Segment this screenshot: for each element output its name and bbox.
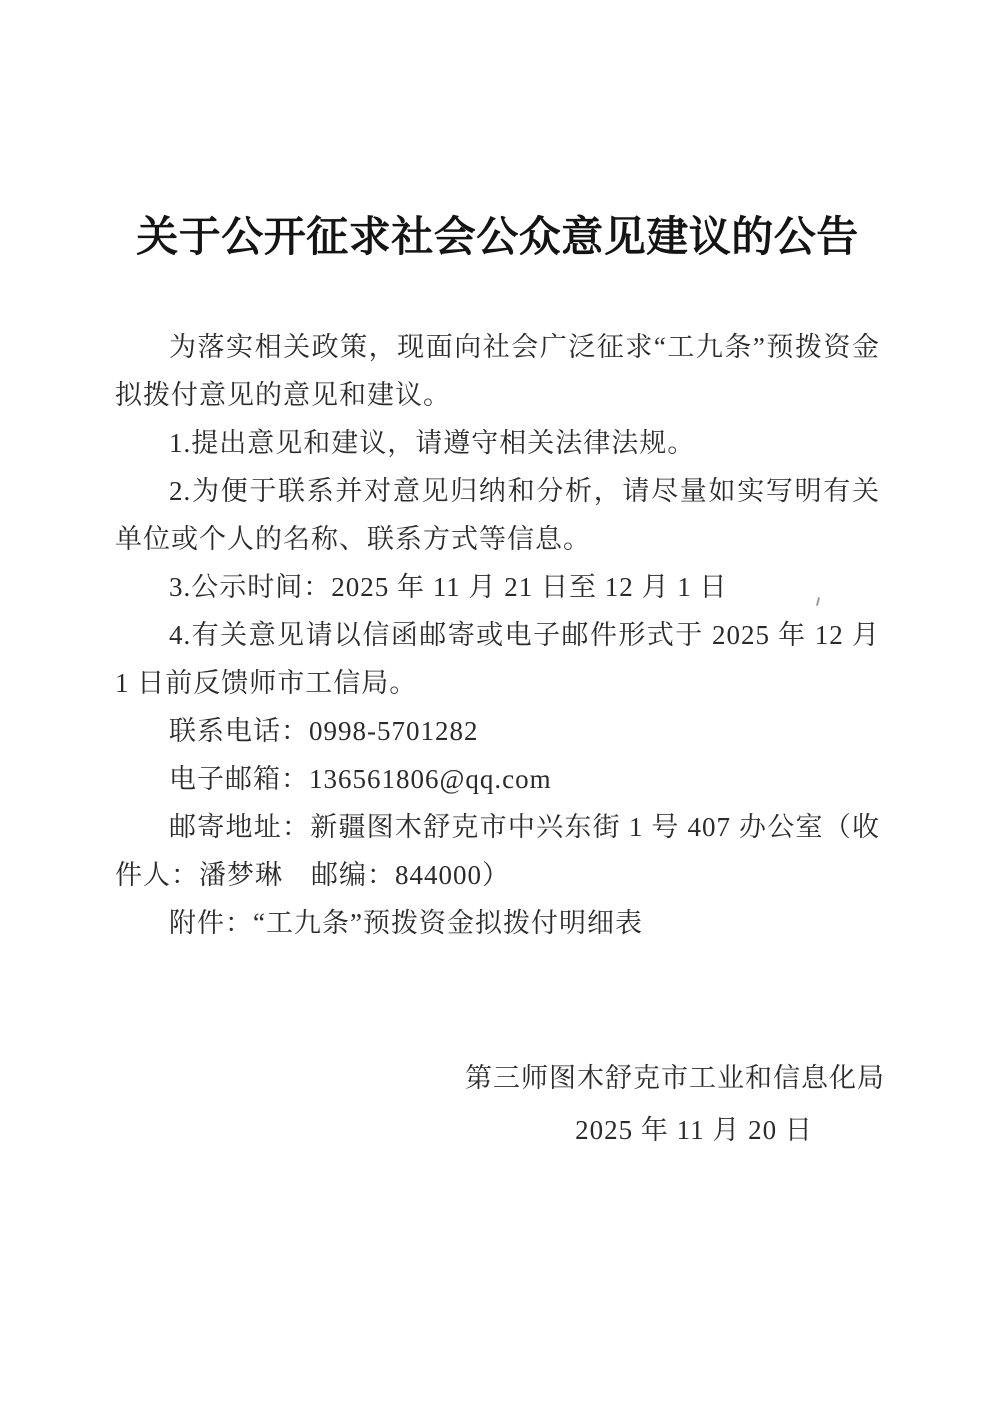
paragraph-intro: 为落实相关政策，现面向社会广泛征求“工九条”预拨资金拟拨付意见的意见和建议。	[115, 332, 880, 410]
document-title: 关于公开征求社会公众意见建议的公告	[136, 215, 859, 261]
document-content	[115, 215, 885, 1156]
attachment-line: 附件：“工九条”预拨资金拟拨付明细表	[169, 908, 643, 938]
paragraph-item-3-comment-period: 3.公示时间：2025 年 11 月 21 日至 12 月 1 日	[169, 572, 728, 602]
paragraph-item-4-feedback: 4.有关意见请以信函邮寄或电子邮件形式于 2025 年 12 月 1 日前反馈师市工信局。	[115, 620, 880, 698]
signature-date: 2025 年 11 月 20 日	[575, 1115, 813, 1145]
paragraph-mailing-address: 邮寄地址：新疆图木舒克市中兴东街 1 号 407 办公室（收件人：潘梦琳 邮编：844000）	[115, 812, 880, 890]
paragraph-contact-email: 电子邮箱：136561806@qq.com	[169, 764, 552, 794]
paragraph-contact-phone: 联系电话：0998-5701282	[169, 716, 479, 746]
paragraph-item-2: 2.为便于联系并对意见归纳和分析，请尽量如实写明有关单位或个人的名称、联系方式等信息。	[115, 476, 880, 554]
signature-organization: 第三师图木舒克市工业和信息化局	[465, 1063, 885, 1093]
paragraph-item-1: 1.提出意见和建议，请遵守相关法律法规。	[169, 428, 696, 458]
document-body	[115, 323, 880, 947]
signature-block	[435, 1052, 915, 1156]
